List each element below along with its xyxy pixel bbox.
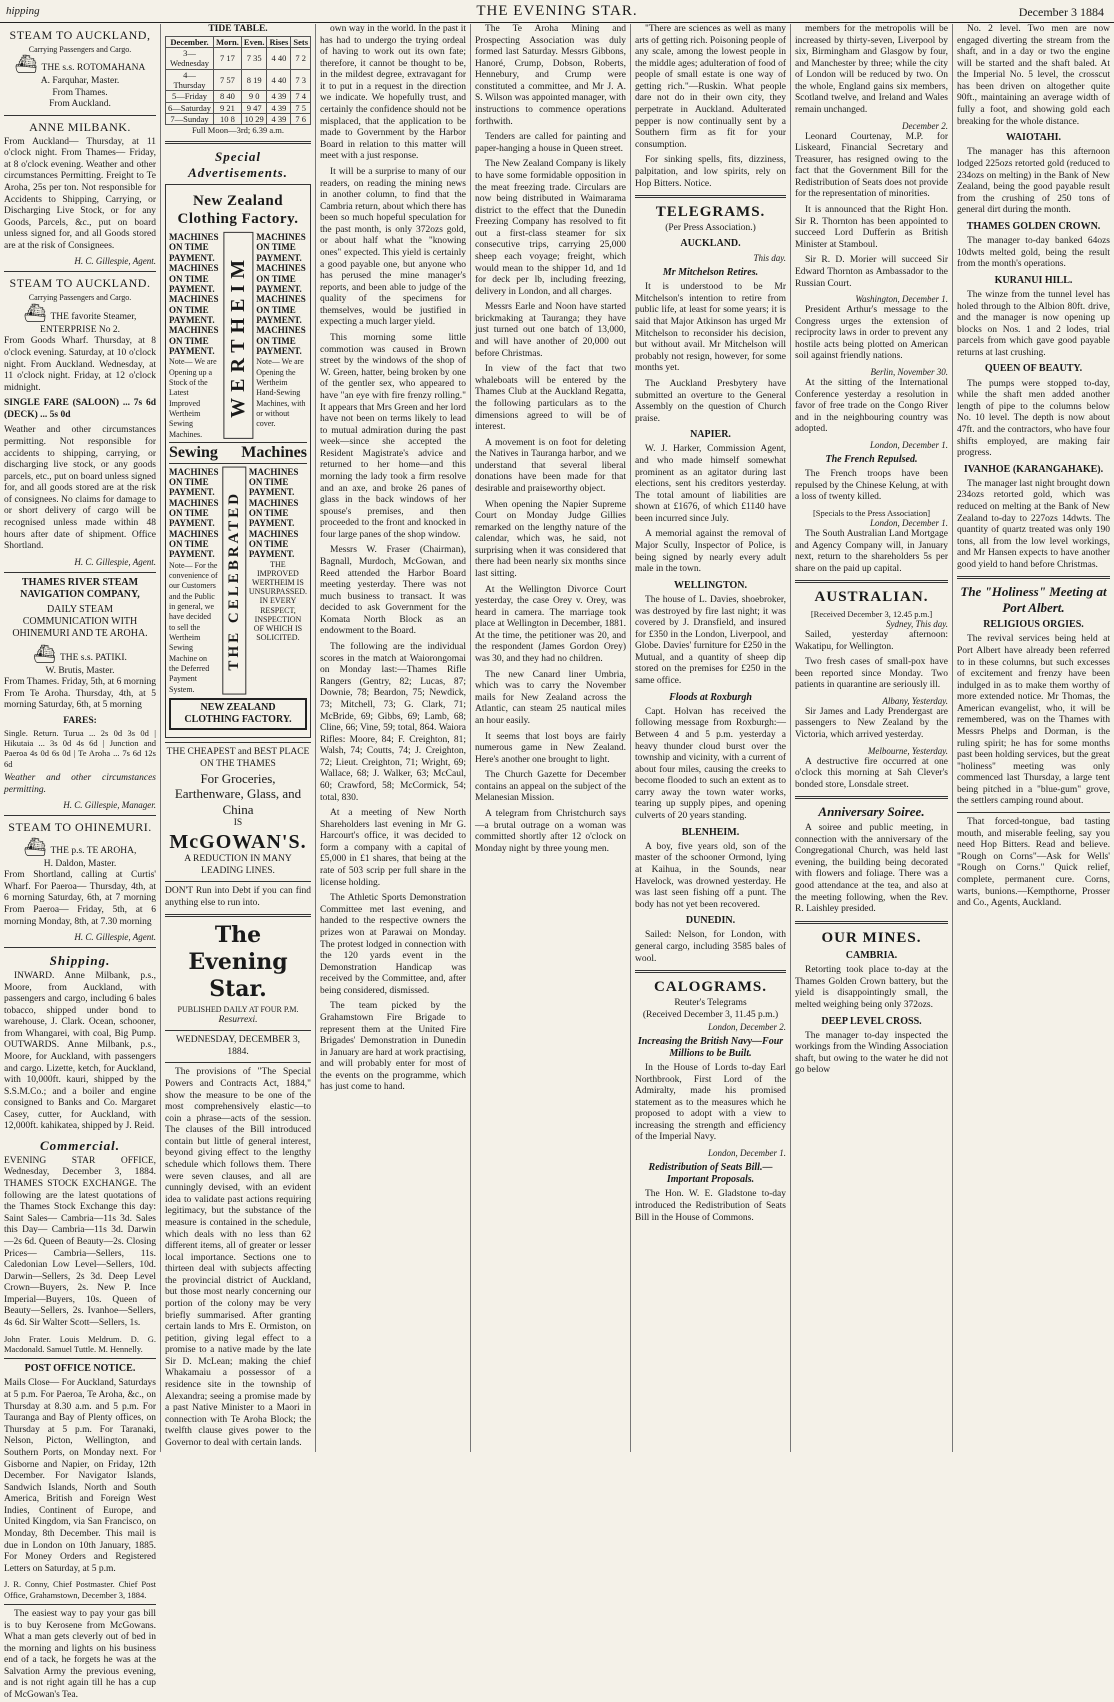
soiree-heading: Anniversary Soiree.: [818, 804, 925, 820]
deep-text: The manager to-day inspected the workings from the Winding Association shaft, but owing to the water he did not go below: [795, 1030, 948, 1076]
c3-p7: The Athletic Sports Demonstration Committee met last evening, and handed to the respective owners the prizes won at Parawai on Monday. The protest lodged in connection with the 120 yards event in the Demonstration Handicap was received by the Committee, and, after being considered, dismissed.: [320, 893, 466, 996]
c6-sydney: Sydney, This day.: [886, 619, 948, 630]
steamship-icon: ⛴: [33, 643, 56, 664]
tide-cell: 6—Saturday: [166, 102, 214, 113]
c4-p7: When opening the Napier Supreme Court on Monday Judge Gillies remarked on the lengthy nature of the calendar, which was, he said, not surprising when it was considered that there had been nearly six months since last sitting.: [475, 499, 626, 580]
c3-p5: The following are the individual scores in the match at Waiorongomai on Monday last:—Thames Rifle Rangers (Gentry, 82; Lucas, 87; Downie, 78; Beardon, 75; Newdick, 73; Mitchell, 73; G. Clark, 71; McBride, 69; Gibbs, 69; Lamb, 68; Cline, 66; Vine, 59; total, 864. Waiora Rifles: Moore, 84; F. Creighton, 81; Walsh, 74; Coutts, 74; J. Creighton, 72; Lieut. Creighton, 71; Wright, 69; Wallace, 68; J. Walker, 63; McCaul, 60; Crawford, 58; McCormick, 54; total, 830.: [320, 642, 466, 803]
c3-p1: own way in the world. In the past it has had to undergo the trying ordeal of having to work out its own fate; therefore, it cannot be thought to be, in the mildest degree, extravagant for it to put in a request in the direction we indicate. We hopefully trust, and certainly the confidence should not be misplaced, that the application to be made to Government by the Harbor Board in relation to this matter will meet with a just response.: [320, 24, 466, 162]
tide-cell: 8 40: [214, 91, 242, 102]
ad5-master: H. Daldon, Master.: [43, 858, 117, 869]
celebrated-vertical: THE CELEBRATED: [222, 467, 246, 695]
machines-label: Machines: [241, 444, 307, 461]
telegrams-heading: TELEGRAMS.: [655, 204, 766, 221]
blenheim-heading: BLENHEIM.: [681, 826, 740, 838]
ad4-fares: Single. Return. Turua ... 2s 0d 3s 0d | Hikutaia ... 3s 0d 4s 6d | Junction and Paeroa 4s 0d 6s 0d | Te Aroha ... 7s 6d 12s 6d: [4, 727, 156, 769]
calograms-london: London, December 2.: [708, 1021, 786, 1032]
calograms-sub: Reuter's Telegrams: [674, 998, 747, 1009]
calograms-received: (Received December 3, 11.45 p.m.): [642, 1010, 779, 1021]
queen-heading: QUEEN OF BEAUTY.: [984, 363, 1083, 375]
steamship-icon: ⛴: [14, 54, 38, 75]
c6-p7: The French troops have been repulsed by the Chinese Kelung, at with a loss of twenty killed.: [795, 468, 948, 503]
ad3-sub: Carrying Passengers and Cargo.: [28, 293, 132, 303]
c4-p6: A movement is on foot for deleting the Natives in Tauranga harbor, and we understand that several liberal donations have been made for that desirable and praiseworthy object.: [475, 437, 626, 494]
ad3-text: From Goods Wharf. Thursday, at 8 o'clock evening. Saturday, at 10 o'clock night. From Auckland. Wednesday, at 11 o'clock night. Friday, at 12 o'clock midnight.: [4, 336, 156, 393]
tide-cell: 4 39: [267, 114, 291, 125]
dunedin-heading: DUNEDIN.: [685, 915, 736, 927]
calograms-heading: CALOGRAMS.: [654, 979, 767, 996]
tide-header-cell: Rises: [267, 36, 291, 47]
c6-p6: At the sitting of the International Conference yesterday a resolution in favor of free trade on the Congo River and in the neighbouring country was adopted.: [795, 377, 948, 435]
mac2-right-3: MACHINES ON TIME PAYMENT.: [248, 528, 299, 560]
tide-cell: 4 39: [267, 102, 291, 113]
tide-cell: 4 40: [267, 47, 291, 69]
mac-note-left: Note— We are Opening up a Stock of the Latest Improved Wertheim Sewing Machines.: [169, 357, 217, 439]
mac2-left-2: MACHINES ON TIME PAYMENT.: [169, 497, 219, 529]
mac-left-2: MACHINES ON TIME PAYMENT.: [169, 263, 219, 294]
ad3-ship: [4, 303, 156, 337]
wertheim-vertical: WERTHEIM: [223, 232, 253, 439]
kuranui-heading: KURANUI HILL.: [994, 274, 1073, 286]
tide-cell: 7 17: [214, 47, 242, 69]
ad5-title: STEAM TO OHINEMURI.: [8, 820, 152, 835]
ivanhoe-heading: IVANHOE (KARANGAHAKE).: [963, 463, 1104, 475]
tide-header-cell: Morn.: [214, 36, 242, 47]
tide-row: [166, 69, 311, 91]
issue-date: WEDNESDAY, DECEMBER 3, 1884.: [175, 1035, 301, 1057]
orgies-heading: RELIGIOUS ORGIES.: [983, 619, 1084, 631]
mac-right-4: MACHINES ON TIME PAYMENT.: [256, 325, 306, 356]
c5-p1: "There are sciences as well as many arts of getting rich. Poisoning people of any scale, among the lowest people in the middle ages; adulteration of food of people of small estate is one way of getting rich."—Ruskin. What people dare not do in their own city, they perpetrate in Auckland. Adulterated pepper is now continually sent by a Southern firm as fit for your consumption.: [635, 24, 786, 150]
column-6: [790, 24, 952, 1452]
ad2-sign: H. C. Gillespie, Agent.: [74, 256, 156, 267]
c6-melb: Melbourne, Yesterday.: [867, 745, 948, 756]
sewing-machines-banner: [169, 442, 307, 464]
c4-p8: At the Wellington Divorce Court yesterday, the case Orey v. Orey, was heard in camera. The marriage took place at Wellington in December, 1881. At the time, the petitioner was 20, and the respondent (James Gordon Orey) was 30, and they had no children.: [475, 584, 626, 665]
mitchelson-heading: Mr Mitchelson Retires.: [662, 267, 759, 279]
ad1-sub: Carrying Passengers and Cargo.: [28, 44, 132, 54]
tide-header-cell: December.: [166, 36, 214, 47]
navy-heading: Increasing the British Navy—Four Millions to be Built.: [637, 1035, 784, 1059]
c3-p2: It will be a surprise to many of our readers, on reading the mining news in another column, to find that the Cambria return, about which there has been so much hopeful speculation for the past month, is only 372ozs gold, or about half what the "knowing ones" expected. This yield is certainly a good payable one, but anyone who has perused the mine manager's reports, and been able to judge of the quality of the specimens for themselves, would be justified in expecting a much larger yield.: [320, 166, 466, 328]
masthead-left: hipping: [6, 5, 40, 17]
published-line: PUBLISHED DAILY AT FOUR P.M.: [177, 1004, 299, 1014]
c6-dec2: December 2.: [902, 120, 948, 131]
shipping-text: INWARD. Anne Milbank, p.s., Moore, from Auckland, with passengers and cargo, including 6 bales tobacco, shipped under bond to warehouse, J. Clark. Ocean, schooner, from Whangarei, with coal, Big Pump. OUTWARDS. Anne Milbank, p.s., Moore, for Auckland, with passengers and cargo. Lizette, ketch, for Auckland, with 10,000ft. kauri, shipped by the S.S.M.Co.; and a boiler and engine consigned to Banks and Co. Margaret Casey, cutter, for Auckland, with 12,000ft. kahikatea, shipped by J. Reid.: [4, 970, 156, 1132]
steamship-icon: ⛴: [23, 836, 47, 857]
c4-p1: The Te Aroha Mining and Prospecting Association was duly formed last Saturday. Messrs Gibbons, Hanoré, Crump, Dobson, Roberts, Hennebury, and Crump were constituted a committee, and Mr J. A. S. Wilson was appointed manager, with instructions to commence operations forthwith.: [475, 24, 626, 127]
tide-cell: 8 19: [241, 69, 267, 91]
ad3-text2: Weather and other circumstances permitting. Not responsible for accidents to shipping, carrying, or discharging live stock, or any goods parcels, etc., put on board unless signed for, and all goods stored are at the risk of consignees. No claims for damage to or short delivery of cargo will be recognised unless made within 48 hours after date of shipment. Office Shortland.: [4, 425, 156, 552]
newspaper-columns: [0, 24, 1114, 1701]
sewing-label: Sewing: [169, 444, 218, 461]
ad4-text: From Thames. Friday, 5th, at 6 morning From Te Aroha. Thursday, 4th, at 5 morning Saturday, 6th, at 5 morning: [4, 677, 156, 711]
ad4-note: Weather and other circumstances permitting.: [4, 772, 156, 795]
floods-heading: Floods at Roxburgh: [669, 691, 752, 703]
tide-cell: 9 47: [241, 102, 267, 113]
napier-text: W. J. Harker, Commission Agent, and who made himself somewhat prominent as an agitator during last elections, sent his creditors yesterday. The total amount of liabilities are shown at £1676, of which £1140 have been incurred since July.: [635, 444, 786, 524]
tide-cell: 7—Sunday: [166, 114, 214, 125]
c6-p9: Sailed, yesterday afternoon: Wakatipu, for Wellington.: [795, 629, 948, 652]
soiree-text: A soiree and public meeting, in connection with the anniversary of the Congregational Church, was held last evening, the building being decorated with flowers and foliage. There was a good attendance at the tea, and also at the meeting following, when the Rev. R. Laishley presided.: [795, 823, 948, 915]
ad5-sign: H. C. Gillespie, Agent.: [74, 932, 156, 943]
wertheim-block-2: [169, 467, 307, 695]
orgies-text: The revival services being held at Port Albert have already been referred to in these columns, but such excesses of excitement and frenzy have been indulged in as to make them worthy of more extended notice. Mr Thomas, the American evangelist, who, it will be remembered, was on the Thames with Messrs Phelps and Dorman, is the ruling spirit; he has for some months past been holding services, but the great "holiness" meeting was only commenced last Thursday, a large tent being pitched in a "blue-gum" grove, the settlers camping round about.: [957, 634, 1110, 807]
tide-cell: 9 21: [214, 102, 242, 113]
tide-cell: 9 0: [241, 91, 267, 102]
mac-left-1: MACHINES ON TIME PAYMENT.: [169, 232, 219, 263]
mac2-left-3: MACHINES ON TIME PAYMENT.: [169, 528, 219, 560]
is-line: IS: [233, 818, 243, 829]
ad4-sub: DAILY STEAM COMMUNICATION WITH OHINEMURI AND TE AROHA.: [12, 604, 148, 640]
c4-p12: A telegram from Christchurch says—a brutal outrage on a woman was committed shortly after 12 o'clock on Monday night by three young men.: [475, 809, 626, 854]
ad5-ship: [4, 837, 156, 859]
tide-cell: 4 40: [267, 69, 291, 91]
tide-moon: Full Moon—3rd; 6.39 a.m.: [191, 125, 285, 136]
c6-p10: Two fresh cases of small-pox have been reported since Monday. Two patients in quarantine are seriously ill.: [795, 657, 948, 691]
ad5-ship-name: THE p.s. TE AROHA,: [50, 845, 137, 856]
ad2-text: From Auckland— Thursday, at 11 o'clock night. From Thames— Friday, at 8 o'clock evening. Weather and other circumstances Permitting. Freight to Te Aroha, 25s per ton. Not responsible for Accidents to Shipping, Carrying, or Discharging Live Stock, or for any Goods, Parcels, &c., put on board unless signed for, and all Goods stored are at the risk of Consignees.: [4, 136, 156, 251]
floods-text: Capt. Holvan has received the following message from Roxburgh:—Between 4 and 5 p.m. yesterday a heavy thunder cloud burst over the township and vicinity, with a current of about four miles, causing the creeks to become flooded to such an extent as to carry away the town water works, tearing up supply pipes, and opening culverts of 20 years standing.: [635, 706, 786, 821]
masthead-title: THE EVENING STAR.: [476, 3, 638, 19]
ad1-ship: [4, 54, 156, 76]
tide-row: [166, 91, 311, 102]
post-heading: POST OFFICE NOTICE.: [24, 1363, 136, 1375]
mac-right-2: MACHINES ON TIME PAYMENT.: [256, 263, 306, 294]
commercial-sign: John Frater. Louis Meldrum. D. G. Macdonald. Samuel Tuttle. M. Hennelly.: [4, 1333, 156, 1354]
ivanhoe-text: The manager last night brought down 234ozs retorted gold, which was reduced on melting at the Bank of New Zealand to-day to 227ozs 14dwts. The quantity of quartz treated was only 190 tons, all from the low level workings, and Mr Hansen expects to have another good yield to hand before Christmas.: [957, 478, 1110, 570]
mac-note-right: Note— We are Opening the Wertheim Hand-Sewing Machines, with or without cover.: [256, 357, 306, 429]
ad4-title: THAMES RIVER STEAM NAVIGATION COMPANY,: [20, 576, 140, 600]
c7-end: That forced-tongue, bad tasting mouth, and miserable feeling, say you need Hop Bitters. Read and believe. "Rough on Corns"—Ask for Wells' "Rough on Corns." Quick relief, complete, permanent cure. Corns, warts, bunions.—Kempthorne, Prosser and Co., Agents, Auckland.: [957, 817, 1110, 909]
mac-right-1: MACHINES ON TIME PAYMENT.: [256, 232, 306, 263]
tgc-heading: THAMES GOLDEN CROWN.: [966, 220, 1101, 232]
c4-p4: Messrs Earle and Noon have started brickmaking at Tauranga; they have just turned out one batch of 13,000, and will have another of 20,000 out before Christmas.: [475, 302, 626, 359]
c6-p2: Leonard Courtenay, M.P. for Liskeard, Financial Secretary and Treasurer, has resigned owing to the fact that the Government Bill for the Redistribution of Seats does not provide for the representation of minorities.: [795, 131, 948, 200]
lead-article: The provisions of "The Special Powers and Contracts Act, 1884," show the measure to be one of the most comprehensively elastic—to coin a phrase—acts of the session. The clauses of the Bill introduced contain but little of general interest, beyond giving effect to the lengthy schedule which follows them. There were seven clauses, and all are cunningly devised, with an evident idea to validate past actions requiring legitimacy, but the substance of the measure is contained in the schedule, which deals with no less than 62 different items, all of greater or lesser local importance. Sections one to thirteen deal with subjects affecting the provincial district of Auckland, but those most nearly concerning our portion of the colony may be very briefly summarised. After granting certain lands to Mrs E. Ormiston, on petition, giving legal effect to a promise to a native made by the late Sir D. McLean; making the chief Whakamaiu a possessor of a residence site in the township of Alexandra; seeing a promise made by a past Native Minister to a Maori in connection with Te Aroha Block; the twelfth clause gives power to the Governor to deal with certain lands.: [165, 1067, 311, 1448]
dont-line: DON'T Run into Debt if you can find anything else to run into.: [165, 886, 311, 908]
cambria-text: Retorting took place to-day at the Thames Golden Crown battery, but the yield is disappointingly small, the melted weighing being only 372ozs.: [795, 965, 948, 1010]
tide-table: [165, 36, 311, 126]
wertheim-block-1: [169, 232, 307, 439]
c3-p8: The team picked by the Grahamstown Fire Brigade to represent them at the United Fire Brigades' Demonstration in Dunedin in January are hard at work practising, and will probably enter for most of the events on the programme, which has just come to hand.: [320, 1001, 466, 1093]
paper-title: The Evening Star.: [188, 922, 288, 1003]
wellington-text: The house of L. Davies, shoebroker, was destroyed by fire last night; it was covered by J. Dransfield, and insured for £350 in the London, Liverpool, and Globe. Davies' furniture for £250 in the Mutual, and a quantity of sheep dip stored on the premises for £250 in the same office.: [635, 594, 786, 687]
column-3: [315, 24, 470, 1452]
c5-p4: A memorial against the removal of Major Scully, Inspector of Police, is being signed by nearly every adult male in the town.: [635, 529, 786, 575]
blenheim-text: A boy, five years old, son of the master of the schooner Ormond, lying at Kaihua, in the Sounds, near Havelock, was drowned yesterday. He was last seen fishing off a punt. The body has not yet been recovered.: [635, 841, 786, 910]
nz-clothing-title: New Zealand Clothing Factory.: [177, 192, 299, 227]
machines-left-1: [169, 232, 220, 439]
ad5-text: From Shortland, calling at Curtis' Wharf. For Paeroa— Thursday, 4th, at 6 morning Saturday, 6th, at 7 morning From Paeroa— Friday, 5th, at 6 morning Monday, 8th, at 7.30 morning: [4, 870, 156, 927]
tide-cell: 7 6: [291, 114, 311, 125]
nzcf-footer: NEW ZEALAND CLOTHING FACTORY.: [169, 698, 307, 730]
tide-row: [166, 114, 311, 125]
napier-heading: NAPIER.: [690, 429, 731, 441]
c5-p3: The Auckland Presbytery have submitted an overture to the General Assembly on the question of Church praise.: [635, 378, 786, 424]
ad3-fares: SINGLE FARE (SALOON) ... 7s 6d (DECK) ... 5s 0d: [4, 398, 156, 420]
australian-received: [Received December 3, 12.45 p.m.]: [810, 608, 933, 619]
special-heading: Special Advertisements.: [188, 148, 288, 180]
post-text: Mails Close— For Auckland, Saturdays at 5 p.m. For Paeroa, Te Aroha, &c., on Thursday at 8.30 a.m. and 5 p.m. For Tauranga and Bay of Plenty offices, on Thursday at 5 p.m. For Taranaki, Nelson, Picton, Wellington, and Southern Ports, on Monday next. For Gisborne and Napier, on Friday, 12th December. For Navigator Islands, Sandwich Islands, North and South America, British and Foreign West Indies, Continent of Europe, and United Kingdom, via San Francisco, on Monday, 8th December. This mail is due in London on 10th January, 1885. For Money Orders and Registered Letters on Saturday, at 5 p.m.: [4, 1378, 156, 1574]
cambria-heading: CAMBRIA.: [845, 950, 898, 962]
deep-heading: DEEP LEVEL CROSS.: [821, 1015, 922, 1027]
commercial-heading: Commercial.: [40, 1138, 120, 1154]
ad1-title: STEAM TO AUCKLAND,: [9, 28, 151, 42]
c6-p11: Sir James and Lady Prendergast are passengers to New Zealand by the Victoria, which arrived yesterday.: [795, 706, 948, 740]
mac2-left-1: MACHINES ON TIME PAYMENT.: [169, 466, 219, 498]
ad3-sign: H. C. Gillespie, Agent.: [74, 556, 156, 567]
groceries-line: For Groceries, Earthenware, Glass, and China: [174, 770, 302, 818]
waiotahi-text: The manager has this afternoon lodged 225ozs retorted gold (reduced to 234ozs on melting) in the Bank of New Zealand, being the good payable result from the crushing of 250 tons of general dirt during the month.: [957, 147, 1110, 216]
tide-cell: 7 3: [291, 69, 311, 91]
ad4-ship-name: THE s.s. PATIKI.: [59, 652, 127, 663]
auckland-heading: AUCKLAND.: [680, 237, 741, 249]
ad1-from1: From Thames.: [52, 87, 108, 98]
tide-cell: 4 39: [267, 91, 291, 102]
tide-cell: 7 2: [291, 47, 311, 69]
mac2-note: Note— For the convenience of our Customers and the Public in general, we have decided to sell the Wertheim Sewing Machine on the Deferred Payment System.: [169, 560, 218, 694]
c6-p1: members for the metropolis will be increased by thirty-seven, Liverpool by six, Birmingham and Glasgow by four, and Manchester by three; while the city of London will be reduced by two. On the whole, England gains six members, Scotland twelve, and Ireland and Wales remain unchanged.: [795, 24, 948, 116]
machines-right-2: [249, 467, 307, 695]
kuranui-text: The winze from the tunnel level has holed through to the Albion 80ft. drive, and the manager is now opening up blocks on Nos. 1 and 2 lodes, trial parcels from which gave good payable returns at last crushing.: [957, 289, 1110, 358]
c6-london: London, December 1.: [870, 439, 948, 450]
tide-cell: 3—Wednesday: [166, 47, 214, 69]
mines-heading: OUR MINES.: [821, 929, 922, 946]
redistribution-heading: Redistribution of Seats Bill.—Important Proposals.: [648, 1161, 773, 1186]
tide-cell: 10 8: [214, 114, 242, 125]
mcgowans-title: McGOWAN'S.: [169, 830, 307, 853]
ad3-title: STEAM TO AUCKLAND.: [9, 276, 151, 291]
masthead: [0, 0, 1114, 23]
tide-cell: 10 29: [241, 114, 267, 125]
c6-special: [Specials to the Press Association]: [812, 507, 931, 518]
ad4-sign: H. C. Gillespie, Manager.: [63, 800, 156, 811]
c6-albany: Albany, Yesterday.: [882, 695, 948, 706]
tide-cell: 7 35: [241, 47, 267, 69]
c4-p3: The New Zealand Company is likely to have some formidable opposition in the meat freezing trade. Circulars are now being distributed in Waimarama district to the effect that the Dunedin Freezing Company has resolved to fit out a first-class steamer for six consecutive trips, carrying 25,000 sheep each voyage; freight, which would mean to the shipper 1d, and 1d for deck per lb, including freezing, delivery in London, and all charges.: [475, 159, 626, 297]
navy-text: In the House of Lords to-day Earl Northbrook, First Lord of the Admiralty, made his promised statement as to the measures which he proposed to adopt with a view to increasing the strength and efficiency of the Imperial Navy.: [635, 1062, 786, 1143]
column-5: [630, 24, 790, 1452]
mac-left-4: MACHINES ON TIME PAYMENT.: [169, 325, 219, 356]
reduction-line: A REDUCTION IN MANY LEADING LINES.: [184, 854, 292, 876]
shipping-heading: Shipping.: [49, 953, 111, 969]
c3-p4: Messrs W. Fraser (Chairman), Bagnall, Murdoch, McGowan, and Reed attended the Harbor Board meeting yesterday. There was not much business to transact. It was decided to ask Government for the Komata North Block as an endowment to the Board.: [320, 545, 466, 637]
dunedin-text: Sailed: Nelson, for London, with general cargo, including 3585 bales of wool.: [635, 930, 786, 964]
c7-p1: No. 2 level. Two men are now engaged diverting the stream from the shaft, and in a day or two the engine will be started and the shaft baled. At the Imperial No. 5 level, the crosscut has been driven on altogether quite 90ft., maintaining an average width of fully a foot, and showing gold each breaking for the whole distance.: [957, 24, 1110, 127]
tide-cell: 5—Friday: [166, 91, 214, 102]
c5-p2: For sinking spells, fits, dizziness, palpitation, and low spirits, rely on Hop Bitters. Notice.: [635, 155, 786, 189]
c3-p3: This morning some little commotion was caused in Brown street by the windows of the shop of W. Green, hatter, being broken by one of the gentler sex, who appeared to have "an eye with fire frenzy rolling." It appears that Mrs Green and her lord have not been on terms likely to lead to mutual admiration during the past week—since she accepted the Resident Magistrate's advice and returned to her home—and this morning the lady took a firm resolve and an axe, and broke 26 panes of glass in the back windows of her spouse's premises, and then proceeded to the front and knocked in four large panes of the shop window.: [320, 333, 466, 540]
telegrams-sub: (Per Press Association.): [665, 223, 756, 234]
mitchelson-text: It is understood to be Mr Mitchelson's intention to retire from public life, at least for some years; it is said that Major Atkinson has urged Mr Mitchelson to reconsider his decision, but without avail. Mr Mitchelson will probably not resign, however, for some months yet.: [635, 282, 786, 374]
c4-p9: The new Canard liner Umbria, which was to carry the November mails for New Zealand across the Atlantic, can steam 25 nautical miles an hour easily.: [475, 669, 626, 726]
post-sign: J. R. Conny, Chief Postmaster. Chief Post Office, Grahamstown, December 3, 1884.: [4, 1579, 156, 1600]
mac2-right-1: MACHINES ON TIME PAYMENT.: [248, 466, 299, 498]
tgc-text: The manager to-day banked 64ozs 10dwts melted gold, being the result from the month's operations.: [957, 236, 1110, 270]
ad1-from2: From Auckland.: [49, 99, 111, 110]
motto: Resurrexi.: [218, 1014, 258, 1025]
london-dateline-2: London, December 1.: [708, 1148, 786, 1158]
c4-p10: It seems that lost boys are fairly numerous game in New Zealand. Here's another one brought to light.: [475, 731, 626, 765]
mac2-right-2: MACHINES ON TIME PAYMENT.: [248, 497, 299, 529]
c6-p8: The South Australian Land Mortgage and Agency Company will, in January next, return to the shareholders 5s per share on the paid up capital.: [795, 529, 948, 574]
mac2-right-note: THE IMPROVED WERTHEIM IS UNSURPASSED. IN EVERY RESPECT, INSPECTION OF WHICH IS SOLICITED.: [248, 559, 307, 643]
ad1-master: A. Farquhar, Master.: [40, 76, 120, 87]
c6-wash: Washington, December 1.: [855, 294, 948, 305]
steamship-icon: ⛴: [23, 302, 47, 323]
tide-title: TIDE TABLE.: [208, 24, 268, 34]
australian-heading: AUSTRALIAN.: [814, 589, 929, 606]
queen-text: The pumps were stopped to-day, while the shaft men added another length of pipe to the columns below No. 10 level. The depth is now about 47ft. and the contractors, who have four shifts employed, are making fair progress.: [957, 378, 1110, 459]
ad4-master: W. Brutis, Master.: [45, 665, 115, 676]
column-2: [160, 24, 315, 1452]
tide-cell: 7 5: [291, 102, 311, 113]
tide-header-cell: Even.: [241, 36, 267, 47]
machines-right-1: [256, 232, 307, 439]
tide-cell: 7 57: [214, 69, 242, 91]
c6-p5: President Arthur's message to the Congress urges the extension of reciprocity laws in order to prevent any hostile acts being plotted on American soil against friendly nations.: [795, 305, 948, 362]
closing-text: The easiest way to pay your gas bill is to buy Kerosene from McGowans. What a man gets cleverly out of bed in the morning and lights on his business end of a tack, he forgets he was at the Salvation Army the previous evening, and is not right again till he has a cup of McGowan's Tea.: [4, 1609, 156, 1701]
c6-p12: A destructive fire occurred at one o'clock this morning at Sah Clever's bonded store, Lonsdale street.: [795, 756, 948, 790]
ad1-ship-name: THE s.s. ROTOMAHANA: [41, 63, 146, 74]
auckland-dateline: This day.: [753, 253, 786, 264]
c6-p4: Sir R. D. Morier will succeed Sir Edward Thornton as Ambassador to the Russian Court.: [795, 255, 948, 289]
mac-right-3: MACHINES ON TIME PAYMENT.: [256, 294, 306, 325]
c6-p3: It is announced that the Right Hon. Sir R. Thornton has been appointed to succeed Lord Dufferin as British Minister at Stamboul.: [795, 205, 948, 250]
c6-london3: London, December 1.: [870, 518, 948, 529]
tide-cell: 7 4: [291, 91, 311, 102]
tide-header-cell: Sets: [291, 36, 311, 47]
ad3-ship-name: THE favorite Steamer, ENTERPRISE No 2.: [40, 311, 137, 335]
clothing-factory-ad: [165, 184, 311, 739]
redistribution-text: The Hon. W. E. Gladstone to-day introduced the Redistribution of Seats Bill in the House of Commons.: [635, 1189, 786, 1223]
tide-row: [166, 102, 311, 113]
waiotahi-heading: WAIOTAHI.: [1005, 132, 1062, 144]
ad2-title: ANNE MILBANK.: [29, 120, 131, 135]
mac-left-3: MACHINES ON TIME PAYMENT.: [169, 294, 219, 325]
wellington-heading: WELLINGTON.: [674, 579, 747, 591]
tide-row: [166, 47, 311, 69]
commercial-text: EVENING STAR OFFICE, Wednesday, December 3, 1884. THAMES STOCK EXCHANGE. The following are the latest quotations of the Thames Stock Exchange this day: Saint Sales— Cambria—11s 3d. Sales this Day— Cambria—11s 3d. Darwin—2s 6d. Queen of Beauty—2s. Closing Prices— Cambria—Sellers, 11s. Caledonian Low Level—Sellers, 10d. Darwin—Sellers, 2s 3d. Deep Level Crown—Buyers, 2s. New P. Ince Imperial—Buyers, 10s. Queen of Beauty—Sellers, 2s. Ivanhoe—Sellers, 4s 6d. Sir Walter Scott—Sellers, 1s.: [4, 1155, 156, 1328]
ad4-fares-title: FARES:: [63, 715, 97, 726]
ad4-ship: [4, 644, 156, 666]
c4-p5: In view of the fact that two whaleboats will be entered by the Thames Club at the Auckland Regatta, the following particulars as to the dimensions agreed to will be of interest.: [475, 364, 626, 433]
c4-p11: The Church Gazette for December contains an appeal on the subject of the Melanesian Mission.: [475, 770, 626, 804]
masthead-date: December 3 1884: [1018, 5, 1104, 19]
c4-p2: Tenders are called for painting and paper-hanging a house in Queen street.: [475, 132, 626, 154]
column-1: [0, 24, 160, 1701]
french-heading: The French Repulsed.: [825, 453, 918, 465]
column-4: [470, 24, 630, 1452]
c3-p6: At a meeting of New North Shareholders last evening in Mr G. Harcourt's office, it was decided to form a company with a capital of £5,000 in £1 shares, that being at the rate of 503 scrip per full share in the license holding.: [320, 808, 466, 888]
tide-cell: 4—Thursday: [166, 69, 214, 91]
c6-berlin: Berlin, November 30.: [870, 366, 948, 377]
holiness-heading: The "Holiness" Meeting at Port Albert.: [960, 584, 1107, 616]
machines-left-2: [169, 467, 219, 695]
column-7: [952, 24, 1114, 1452]
cheapest-line: THE CHEAPEST and BEST PLACE ON THE THAMES: [166, 747, 310, 770]
tide-header-row: [166, 36, 311, 47]
